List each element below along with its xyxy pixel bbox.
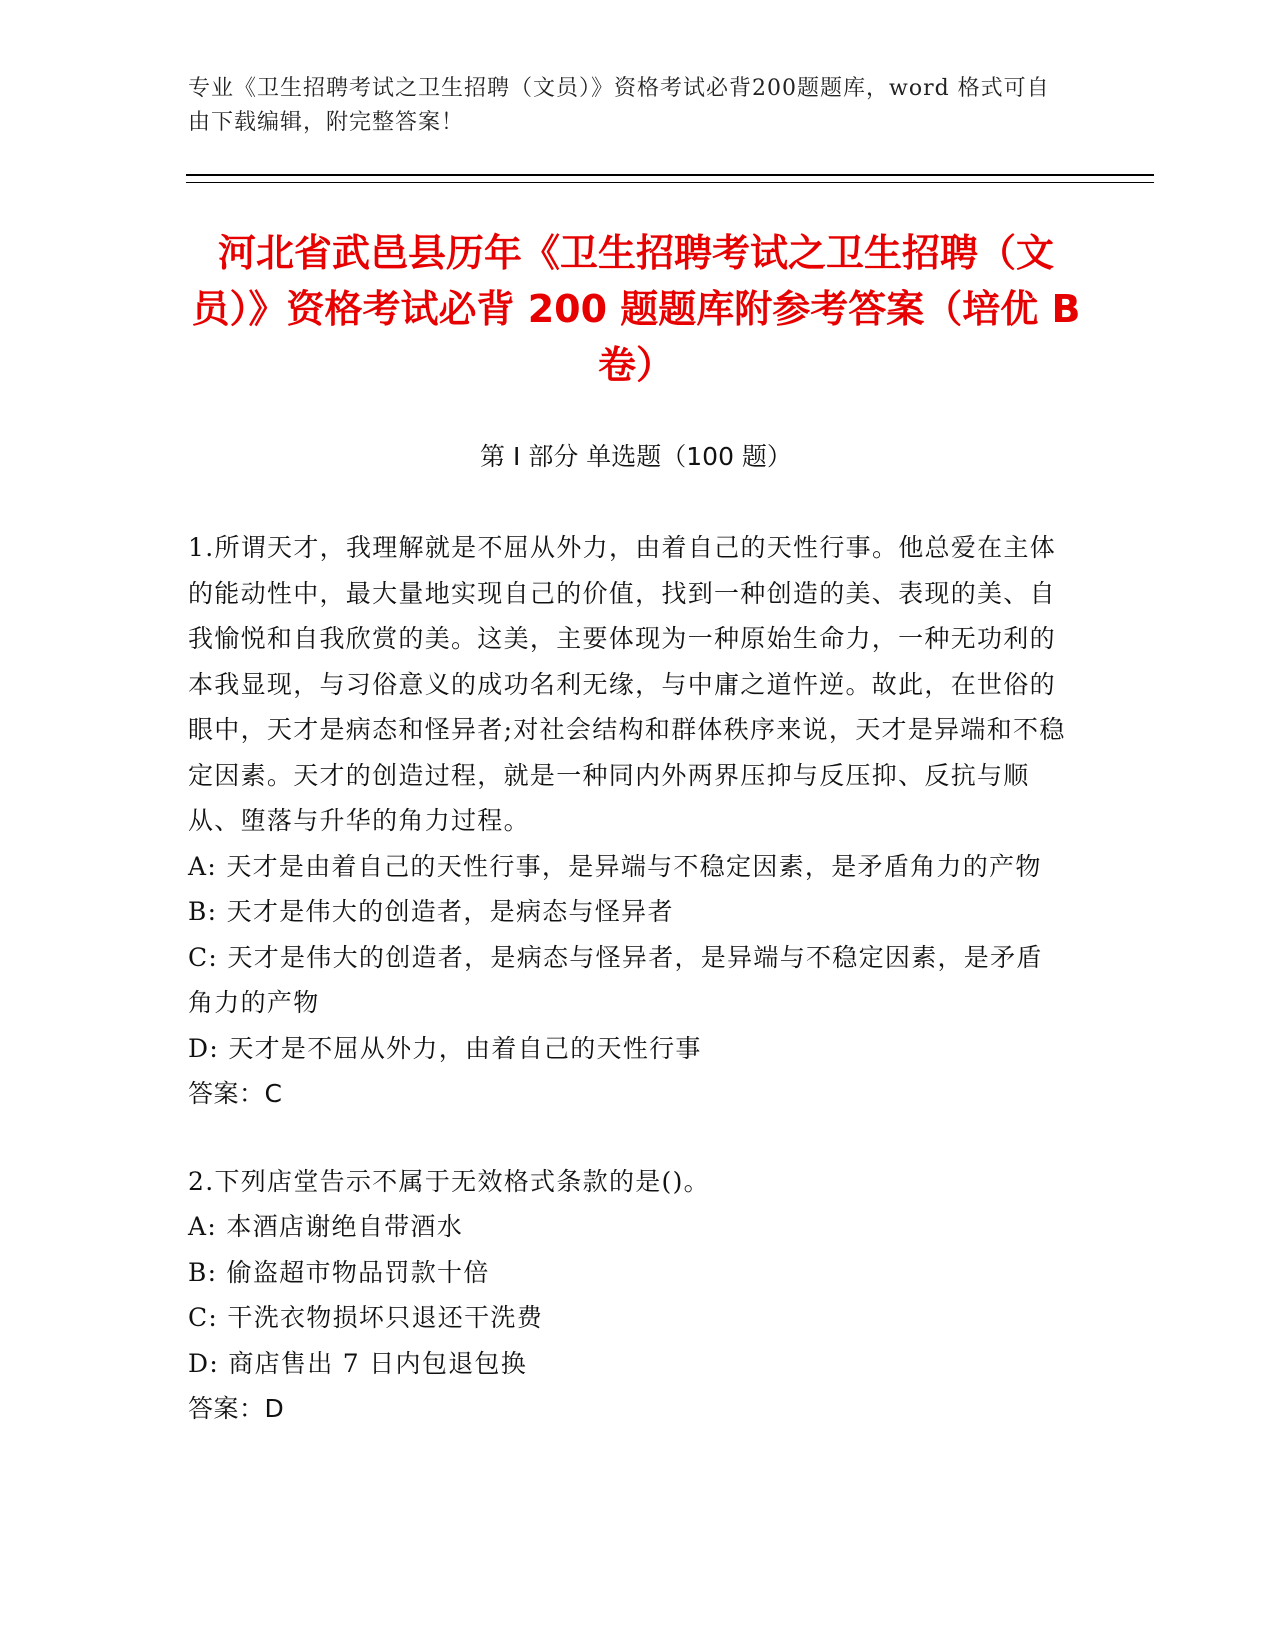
question-stem: 1.所谓天才，我理解就是不屈从外力，由着自己的天性行事。他总爱在主体的能动性中，最大量地实现自己的价值，找到一种创造的美、表现的美、自我愉悦和自我欣赏的美。这美，主要体现为一种原始生命力，一种无功利的本我显现，与习俗意义的成功名利无缘，与中庸之道忤逆。故此，在世俗的眼中，天才是病态和怪异者;对社会结构和群体秩序来说，天才是异端和不稳定因素。天才的创造过程，就是一种同内外两界压抑与反压抑、反抗与顺从、堕落与升华的角力过程。 [188,533,1066,835]
document-title: 河北省武邑县历年《卫生招聘考试之卫生招聘（文员）》资格考试必背 200 题题库附参考答案（培优 B 卷） [191,231,1081,387]
header-divider-top [186,174,1154,176]
question-2 [188,1159,1068,1432]
option-b: B: 天才是伟大的创造者，是病态与怪异者 [188,897,674,926]
option-b: B: 偷盗超市物品罚款十倍 [188,1257,490,1287]
option-a: A: 天才是由着自己的天性行事，是异端与不稳定因素，是矛盾角力的产物 [188,851,1042,881]
section-title: 第 I 部分 单选题（100 题） [480,442,792,471]
option-c: C: 天才是伟大的创造者，是病态与怪异者，是异端与不稳定因素，是矛盾角力的产物 [188,942,1043,1017]
question-list [188,525,1068,1432]
question-1 [188,525,1068,1117]
option-c: C: 干洗衣物损坏只退还干洗费 [188,1303,543,1332]
header-divider-bottom [186,182,1154,183]
answer: 答案：D [188,1394,285,1423]
question-stem: 2.下列店堂告示不属于无效格式条款的是()。 [188,1166,710,1196]
option-a: A: 本酒店谢绝自带酒水 [188,1212,464,1241]
option-d: D: 商店售出 7 日内包退包换 [188,1348,528,1378]
answer: 答案：C [188,1079,283,1108]
header-note: 专业《卫生招聘考试之卫生招聘（文员）》资格考试必背200题题库，word 格式可自由下载编辑，附完整答案！ [188,76,1050,135]
option-d: D: 天才是不屈从外力，由着自己的天性行事 [188,1033,702,1063]
